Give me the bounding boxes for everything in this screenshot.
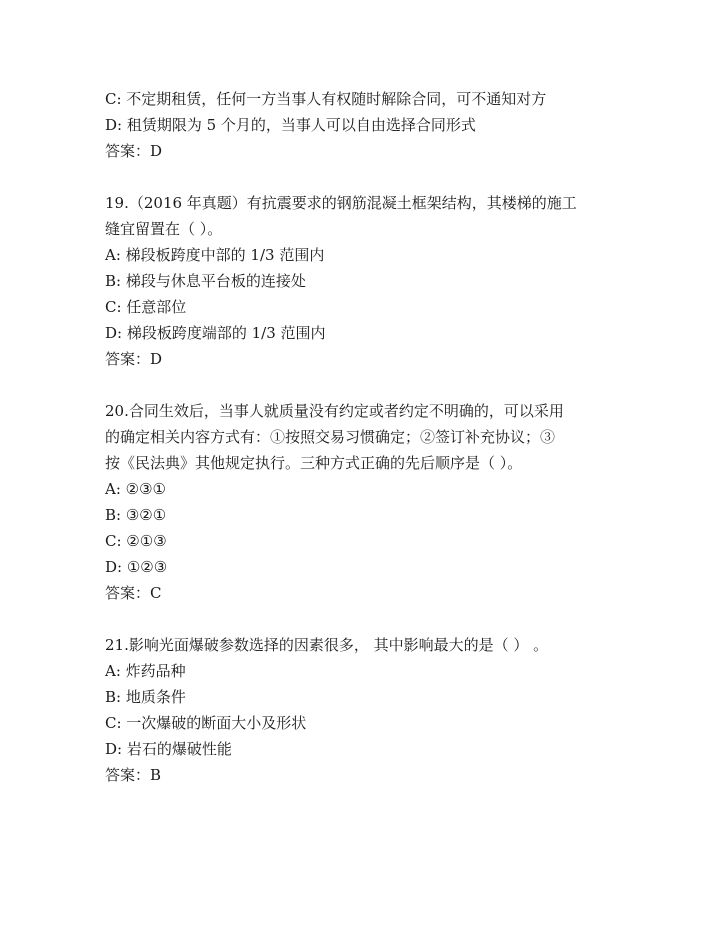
option-c: C: 一次爆破的断面大小及形状 (105, 714, 307, 732)
option-d: D: 梯段板跨度端部的 1/3 范围内 (105, 324, 326, 342)
question-20 (105, 398, 625, 606)
spacer (105, 372, 625, 398)
spacer (105, 164, 625, 190)
answer-line: 答案：B (105, 766, 162, 784)
answer-line: 答案：D (105, 350, 163, 368)
question-stem-line: 21.影响光面爆破参数选择的因素很多， 其中影响最大的是（ ） 。 (105, 636, 549, 654)
question-18-tail (105, 86, 625, 164)
option-d: D: 租赁期限为 5 个月的，当事人可以自由选择合同形式 (105, 116, 476, 134)
question-19 (105, 190, 625, 372)
option-b: B: 梯段与休息平台板的连接处 (105, 272, 306, 290)
option-c: C: 不定期租赁，任何一方当事人有权随时解除合同，可不通知对方 (105, 90, 547, 108)
question-21 (105, 632, 625, 788)
option-c: C: ②①③ (105, 532, 167, 550)
option-b: B: ③②① (105, 506, 167, 524)
document-page (105, 86, 625, 788)
spacer (105, 606, 625, 632)
question-stem-line: 20.合同生效后，当事人就质量没有约定或者约定不明确的，可以采用 (105, 402, 564, 420)
option-a: A: 梯段板跨度中部的 1/3 范围内 (105, 246, 325, 264)
option-a: A: 炸药品种 (105, 662, 186, 680)
option-b: B: 地质条件 (105, 688, 186, 706)
option-d: D: 岩石的爆破性能 (105, 740, 232, 758)
option-d: D: ①②③ (105, 558, 168, 576)
answer-line: 答案：C (105, 584, 162, 602)
question-stem-line: 19.（2016 年真题）有抗震要求的钢筋混凝土框架结构，其楼梯的施工 (105, 194, 577, 212)
option-a: A: ②③① (105, 480, 166, 498)
question-stem-line: 按《民法典》其他规定执行。三种方式正确的先后顺序是（ ）。 (105, 454, 523, 472)
answer-line: 答案：D (105, 142, 163, 160)
option-c: C: 任意部位 (105, 298, 187, 316)
question-stem-line: 缝宜留置在（ ）。 (105, 220, 223, 238)
question-stem-line: 的确定相关内容方式有：①按照交易习惯确定；②签订补充协议；③ (105, 428, 556, 446)
